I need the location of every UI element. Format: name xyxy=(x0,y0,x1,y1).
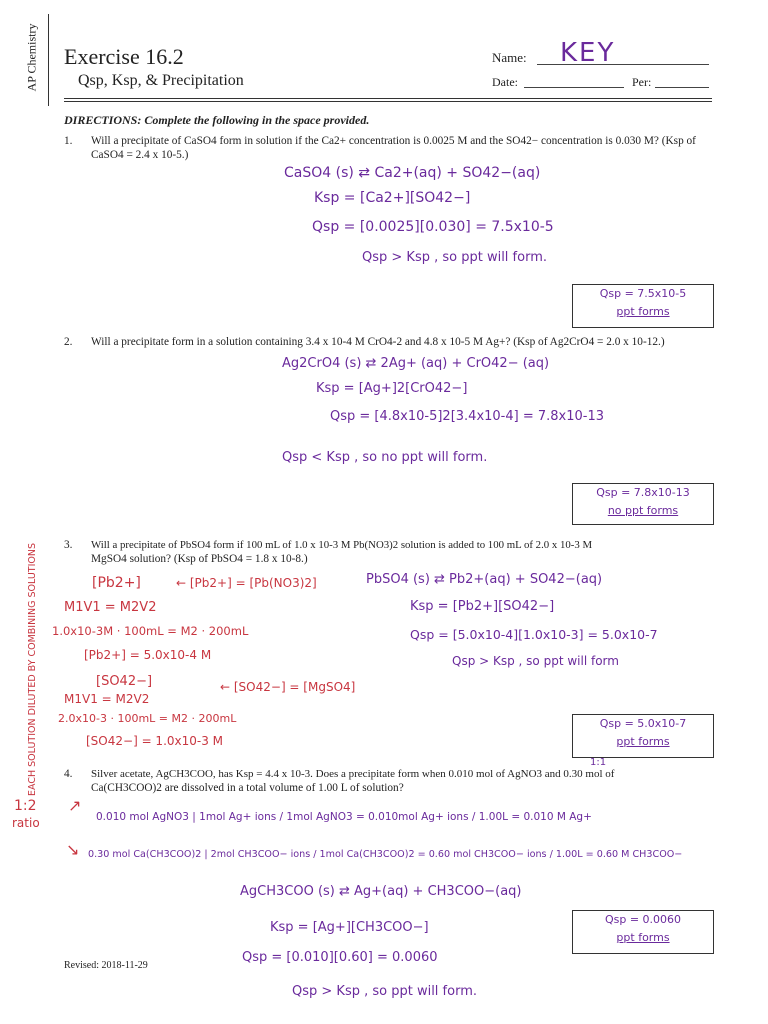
period-line xyxy=(655,87,709,88)
q1-answer-line: Qsp = 7.5x10-5 xyxy=(599,287,687,300)
question-number: 3. xyxy=(64,539,73,551)
q1-work-line: Qsp = [0.0025][0.030] = 7.5x10-5 xyxy=(312,219,554,235)
q4-work-line: Ksp = [Ag+][CH3COO−] xyxy=(270,920,429,935)
q3-left-work: [Pb2+] xyxy=(92,575,141,591)
q3-left-work: 2.0x10-3 · 100mL = M2 · 200mL xyxy=(58,712,237,725)
q4-work-line: 0.010 mol AgNO3 | 1mol Ag+ ions / 1mol AgNO3 = 0.010mol Ag+ ions / 1.00L = 0.010 M Ag+ xyxy=(96,811,592,823)
question-number: 4. xyxy=(64,768,73,780)
q1-work-line: CaSO4 (s) ⇄ Ca2+(aq) + SO42−(aq) xyxy=(284,165,541,181)
q3-right-work: Qsp > Ksp , so ppt will form xyxy=(452,654,619,668)
q4-work-line: AgCH3COO (s) ⇄ Ag+(aq) + CH3COO−(aq) xyxy=(240,884,522,899)
q2-work-line: Ag2CrO4 (s) ⇄ 2Ag+ (aq) + CrO42− (aq) xyxy=(282,356,550,371)
question-3-text-line: Will a precipitate of PbSO4 form if 100 mL of 1.0 x 10-3 M Pb(NO3)2 solution is added to 100 mL of 2.0 x 10-3 M xyxy=(91,539,593,551)
page-title: Exercise 16.2 xyxy=(64,44,184,69)
q4-ratio-note: ratio xyxy=(12,816,40,830)
q1-answer-box xyxy=(572,284,714,328)
q1-work-line: Ksp = [Ca2+][SO42−] xyxy=(314,190,471,206)
header-rule-2 xyxy=(64,101,712,102)
q3-left-work: ← [Pb2+] = [Pb(NO3)2] xyxy=(176,576,317,590)
q2-answer-line: no ppt forms xyxy=(607,504,679,517)
q3-answer-line: Qsp = 5.0x10-7 xyxy=(599,717,687,730)
question-2-text: Will a precipitate form in a solution containing 3.4 x 10-4 M CrO4-2 and 4.8 x 10-5 M Ag+? (Ksp of Ag2CrO4 = 2.0 x 10-12.) xyxy=(91,336,665,348)
question-number: 2. xyxy=(64,336,73,348)
page-subtitle: Qsp, Ksp, & Precipitation xyxy=(78,72,244,89)
q3-right-work: Ksp = [Pb2+][SO42−] xyxy=(410,599,555,614)
q4-answer-line: ppt forms xyxy=(616,931,670,944)
period-label: Per: xyxy=(632,75,652,89)
q3-side-note: EACH SOLUTION DILUTED BY COMBINING SOLUTIONS xyxy=(27,543,38,796)
q4-answer-box xyxy=(572,910,714,954)
question-3-text-line: MgSO4 solution? (Ksp of PbSO4 = 1.8 x 10-8.) xyxy=(91,553,308,565)
q4-answer-line: Qsp = 0.0060 xyxy=(604,913,682,926)
q3-right-work: PbSO4 (s) ⇄ Pb2+(aq) + SO42−(aq) xyxy=(366,572,603,587)
q3-left-work: M1V1 = M2V2 xyxy=(64,692,150,706)
q3-left-work: [SO42−] xyxy=(96,674,153,689)
date-label: Date: xyxy=(492,75,518,89)
q4-work-line: Qsp > Ksp , so ppt will form. xyxy=(292,984,477,999)
q3-answer-box xyxy=(572,714,714,758)
date-line xyxy=(524,87,624,88)
q2-work-line: Ksp = [Ag+]2[CrO42−] xyxy=(316,381,468,396)
revised-date: Revised: 2018-11-29 xyxy=(64,960,148,971)
q2-work-line: Qsp = [4.8x10-5]2[3.4x10-4] = 7.8x10-13 xyxy=(330,409,605,424)
question-number: 1. xyxy=(64,135,73,147)
name-label: Name: xyxy=(492,50,527,65)
q3-left-work: [SO42−] = 1.0x10-3 M xyxy=(86,734,224,748)
q4-ratio-note: 1:2 xyxy=(14,798,37,814)
side-label: AP Chemistry xyxy=(24,23,39,92)
question-1-text: Will a precipitate of CaSO4 form in solution if the Ca2+ concentration is 0.0025 M and the SO42− concentration is 0.030 M? (Ksp of CaSO4 = 2.4 x 10-5.) xyxy=(91,135,696,161)
q1-work-line: Qsp > Ksp , so ppt will form. xyxy=(362,250,547,265)
q4-arrow-icon: ↘ xyxy=(66,840,80,859)
q4-arrow-icon: ↗ xyxy=(68,796,82,815)
question-4-text-line: Silver acetate, AgCH3COO, has Ksp = 4.4 x 10-3. Does a precipitate form when 0.010 mol of AgNO3 and 0.30 mol of xyxy=(91,768,615,780)
q2-work-line: Qsp < Ksp , so no ppt will form. xyxy=(282,450,488,465)
q3-left-work: [Pb2+] = 5.0x10-4 M xyxy=(84,648,212,662)
q3-right-work: Qsp = [5.0x10-4][1.0x10-3] = 5.0x10-7 xyxy=(410,627,658,642)
side-divider xyxy=(48,14,49,106)
directions: DIRECTIONS: Complete the following in the space provided. xyxy=(64,113,370,127)
q2-answer-box xyxy=(572,483,714,525)
q3-left-work: 1.0x10-3M · 100mL = M2 · 200mL xyxy=(52,624,249,638)
question-4-text-line: Ca(CH3COO)2 are dissolved in a total volume of 1.00 L of solution? xyxy=(91,782,404,794)
q3-left-work: ← [SO42−] = [MgSO4] xyxy=(220,680,356,694)
name-value: KEY xyxy=(560,38,616,68)
q1-answer-line: ppt forms xyxy=(616,305,670,318)
q2-answer-line: Qsp = 7.8x10-13 xyxy=(596,486,690,499)
q4-work-line: 0.30 mol Ca(CH3COO)2 | 2mol CH3COO− ions / 1mol Ca(CH3COO)2 = 0.60 mol CH3COO− ions / 1.00L = 0.60 M CH3COO− xyxy=(88,849,683,860)
q3-answer-line: ppt forms xyxy=(616,735,670,748)
header-rule xyxy=(64,98,712,99)
q3-left-work: M1V1 = M2V2 xyxy=(64,600,157,615)
q4-work-line: Qsp = [0.010][0.60] = 0.0060 xyxy=(242,950,438,965)
q4-ratio-mark: 1:1 xyxy=(590,757,607,768)
